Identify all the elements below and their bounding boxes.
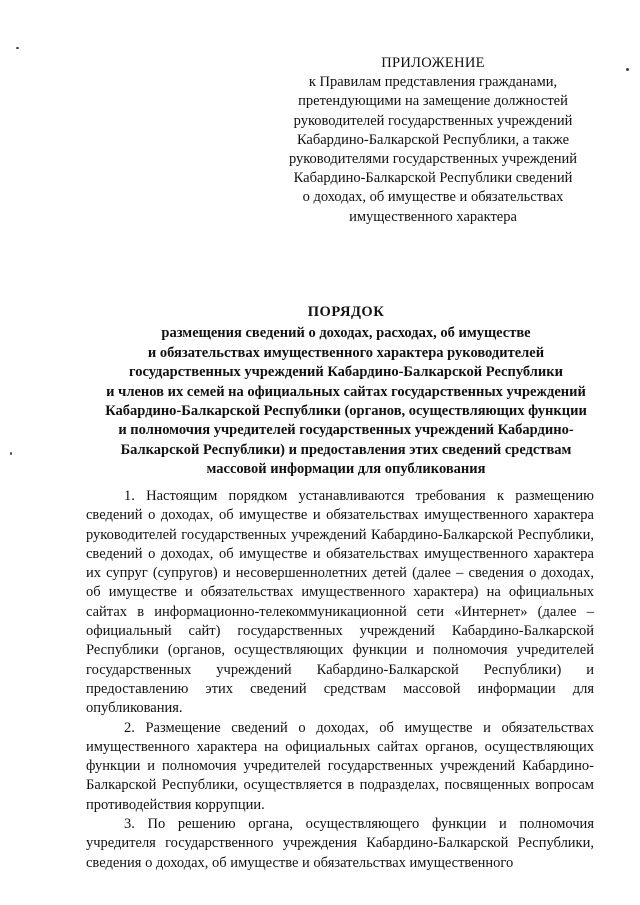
appendix-line: Кабардино-Балкарской Республики, а также [296,131,570,148]
document-subtitle-line: и полномочия учредителей государственных учреждений Кабардино- [118,422,574,439]
scan-speck [16,47,19,49]
appendix-line: претендующими на замещение должностей [298,93,568,110]
body-paragraph-3: 3. По решению органа, осуществляющего функции и полномочия учредителя государственного учреждения Кабардино-Балкарской Республики, сведения о доходах, об имуществе и обязательствах имущественного [86,816,594,871]
document-subtitle-line: Балкарской Республики) и предоставления этих сведений средствам [120,441,572,458]
scan-speck [626,68,629,71]
document-subtitle-line: массовой информации для опубликования [206,461,486,478]
document-body [86,487,594,873]
appendix-block [268,54,598,227]
document-subtitle-line: Кабардино-Балкарской Республики (органов, осуществляющих функции [105,403,587,420]
appendix-line: к Правилам представления гражданами, [308,74,558,91]
document-subtitle-line: размещения сведений о доходах, расходах, об имуществе [161,325,531,342]
document-subtitle-line: государственных учреждений Кабардино-Балкарской Республики [129,364,563,381]
body-paragraph-2: 2. Размещение сведений о доходах, об имуществе и обязательствах имущественного характера на официальных сайтах органов, осуществляющих функции и полномочия учредителей государственных учреждений Кабардино-Балкарской Республики, осуществляется в подразделах, посвященных вопросам противодействия коррупции. [86,719,594,813]
appendix-line: руководителями государственных учреждений [288,151,578,168]
document-title: ПОРЯДОК [307,304,385,320]
scan-speck [10,452,12,455]
document-subtitle-line: и обязательствах имущественного характера руководителей [147,344,545,361]
appendix-line: руководителей государственных учреждений [293,112,573,129]
appendix-heading: ПРИЛОЖЕНИЕ [381,55,485,71]
appendix-line: Кабардино-Балкарской Республики сведений [293,170,573,187]
appendix-line: о доходах, об имуществе и обязательствах [302,189,564,206]
appendix-line: имущественного характера [349,208,517,225]
document-subtitle-line: и членов их семей на официальных сайтах государственных учреждений [106,383,586,400]
body-paragraph-1: 1. Настоящим порядком устанавливаются требования к размещению сведений о доходах, об имуществе и обязательствах имущественного характера руководителей государственных учреждений Кабардино-Балкарской Республики, сведений о доходах, об имуществе и обязательствах имущественного характера их супруг (супругов) и несовершеннолетних детей (далее – сведения о доходах, об имуществе и обязательствах имущественного характера) на официальных сайтах в информационно-телекоммуникационной сети «Интернет» (далее – официальный сайт) государственных учреждений Кабардино-Балкарской Республики (органов, осуществляющих функции и полномочия учредителей государственных учреждений Кабардино-Балкарской Республики) и предоставлению этих сведений средствам массовой информации для опубликования. [86,488,594,717]
document-title-block [72,303,620,480]
